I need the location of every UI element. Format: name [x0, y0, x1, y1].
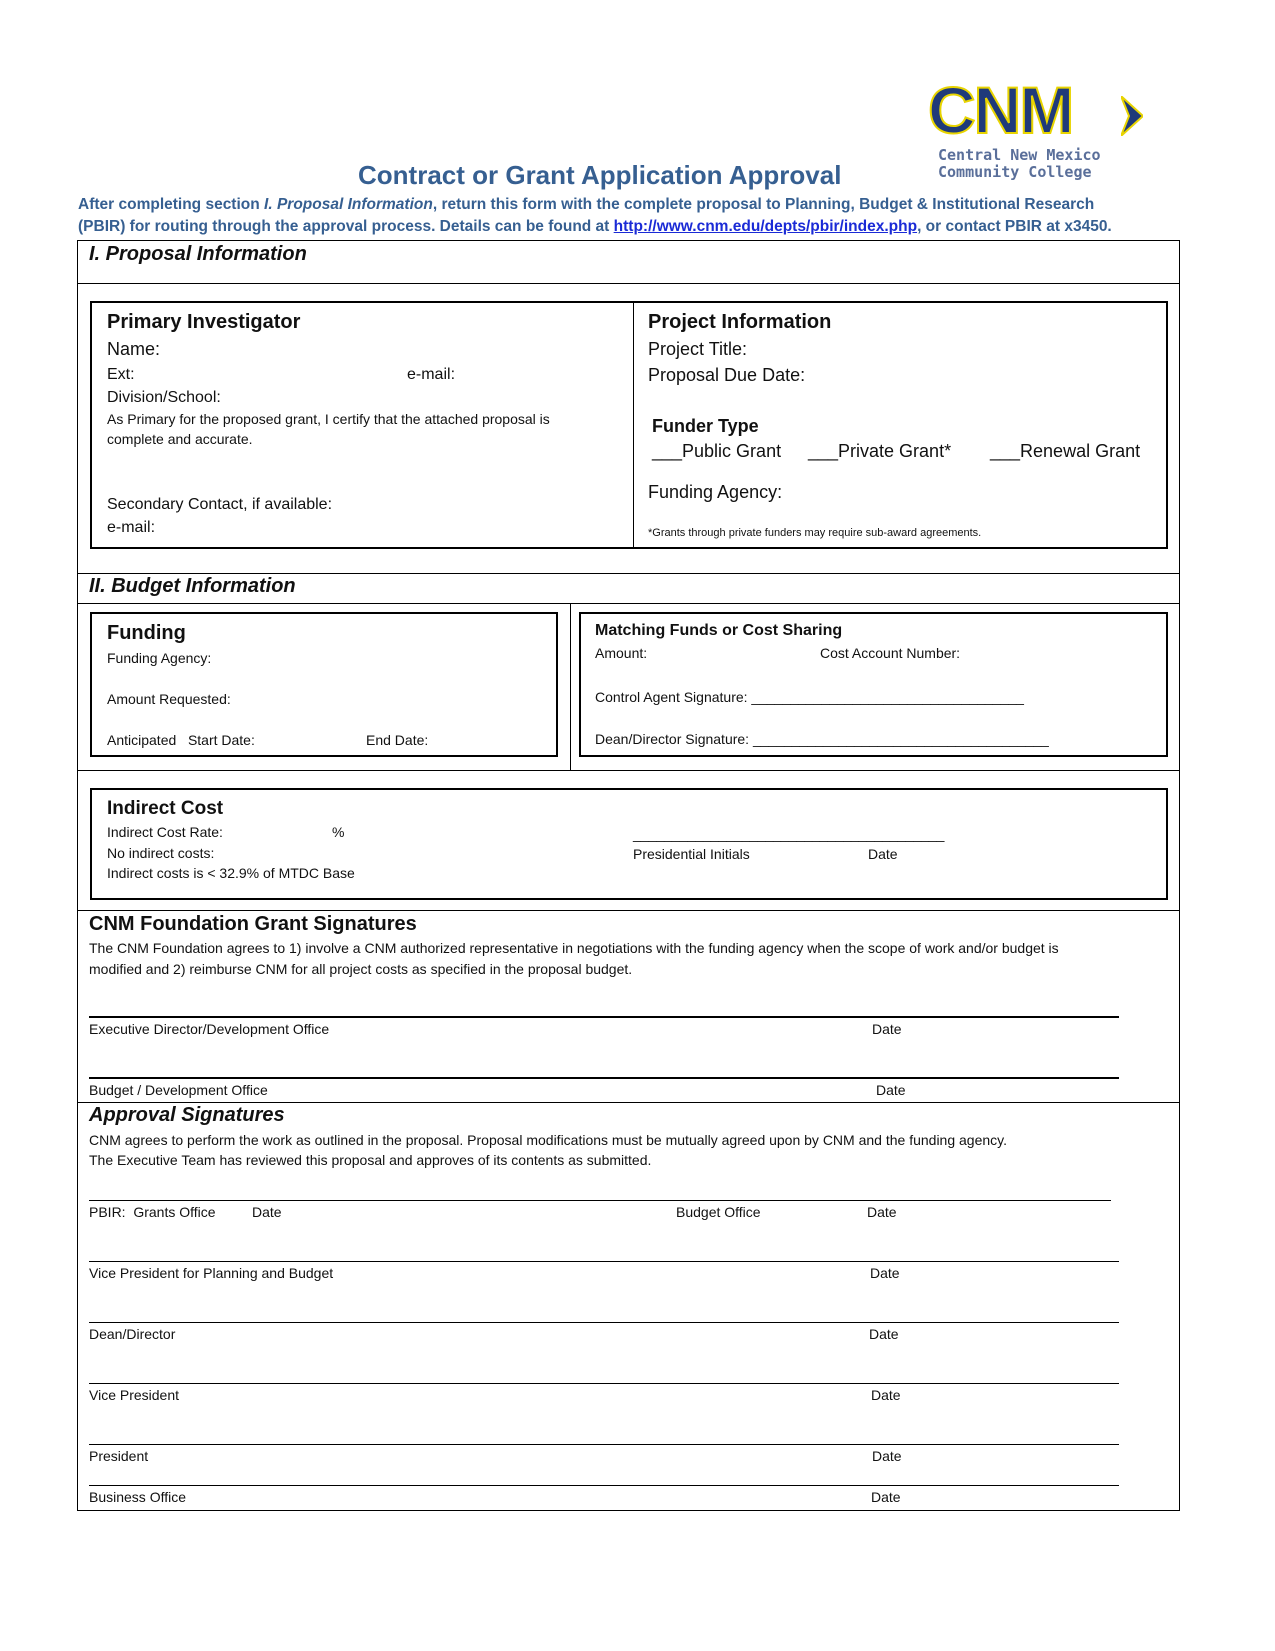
page-title: Contract or Grant Application Approval — [358, 160, 842, 190]
primary-heading: Primary Investigator — [107, 311, 301, 333]
end-date-label: End Date: — [366, 732, 429, 748]
no-indirect-label: No indirect costs: — [107, 845, 215, 861]
private-grant-option[interactable]: ___Private Grant* — [808, 441, 952, 461]
proposal-due-label: Proposal Due Date: — [648, 365, 806, 385]
project-funding-agency-label: Funding Agency: — [648, 482, 783, 502]
project-heading: Project Information — [648, 311, 832, 333]
business-office-date-label: Date — [871, 1489, 901, 1505]
approval-heading: Approval Signatures — [89, 1104, 285, 1126]
vp-planning-date-label: Date — [870, 1265, 900, 1281]
budget-dev-signature-line — [89, 1077, 1119, 1079]
vp-planning-signature-line — [89, 1261, 1119, 1262]
exec-director-date-label: Date — [872, 1021, 902, 1037]
section-2-divider — [77, 603, 1180, 604]
amount-requested-label: Amount Requested: — [107, 691, 231, 707]
funder-type-heading: Funder Type — [652, 416, 759, 436]
section-2-heading: II. Budget Information — [89, 575, 296, 597]
cost-account-label: Cost Account Number: — [820, 645, 961, 661]
primary-name-label: Name: — [107, 339, 161, 359]
indirect-less-label: Indirect costs is < 32.9% of MTDC Base — [107, 865, 355, 881]
exec-director-signature-line — [89, 1016, 1119, 1018]
foundation-heading: CNM Foundation Grant Signatures — [89, 913, 417, 935]
exec-director-label: Executive Director/Development Office — [89, 1021, 330, 1037]
intro-line2-b: , or contact PBIR at x3450. — [917, 218, 1112, 235]
presidential-signature-line: ________________________________________ — [633, 826, 945, 842]
logo-line-2: Community College — [938, 163, 1092, 181]
logo-letters: CNM — [928, 73, 1073, 147]
president-label: President — [89, 1448, 149, 1464]
start-date-label: Anticipated Start Date: — [107, 732, 255, 748]
pbir-date-label: Date — [252, 1204, 282, 1220]
intro-line-1 — [78, 196, 1094, 214]
cnm-logo — [928, 73, 1148, 182]
matching-heading: Matching Funds or Cost Sharing — [595, 622, 843, 639]
foundation-text-2: modified and 2) reimburse CNM for all project costs as specified in the proposal budget. — [89, 961, 633, 977]
renewal-grant-option[interactable]: ___Renewal Grant — [990, 441, 1141, 461]
vp-date-label: Date — [871, 1387, 901, 1403]
indirect-rate-label: Indirect Cost Rate: — [107, 824, 223, 840]
budget-dev-label: Budget / Development Office — [89, 1082, 268, 1098]
funding-agency-label: Funding Agency: — [107, 650, 212, 666]
intro-italic: I. Proposal Information — [264, 196, 433, 213]
pbir-link[interactable]: http://www.cnm.edu/depts/pbir/index.php — [613, 218, 918, 235]
pbir-grants-label: PBIR: Grants Office — [89, 1204, 216, 1220]
vp-label: Vice President — [89, 1387, 180, 1403]
secondary-contact-label: Secondary Contact, if available: — [107, 496, 333, 513]
vp-signature-line — [89, 1383, 1119, 1384]
approval-text-1: CNM agrees to perform the work as outlined in the proposal. Proposal modifications must be mutually agreed upon by CNM and the funding agency. — [89, 1132, 1008, 1148]
section-2-col-divider — [570, 603, 571, 770]
public-grant-option[interactable]: ___Public Grant — [652, 441, 782, 461]
budget-office-date-label: Date — [867, 1204, 897, 1220]
intro-part1: After completing section — [78, 196, 265, 213]
indirect-top-divider — [77, 770, 1180, 771]
presidential-initials-label: Presidential Initials — [633, 846, 750, 862]
private-funder-note: *Grants through private funders may require sub-award agreements. — [648, 527, 982, 539]
section-1-heading: I. Proposal Information — [89, 243, 307, 265]
dean-director-signature: Dean/Director Signature: ______________________________________ — [595, 731, 1049, 747]
approval-text-2: The Executive Team has reviewed this proposal and approves of its contents as submitted. — [89, 1152, 652, 1168]
section-2-top-divider — [77, 573, 1180, 574]
control-agent-signature: Control Agent Signature: ___________________________________ — [595, 689, 1024, 705]
proposal-box-divider — [633, 303, 634, 547]
primary-division-label: Division/School: — [107, 389, 221, 406]
budget-dev-date-label: Date — [876, 1082, 906, 1098]
dean-signature-line — [89, 1322, 1119, 1323]
presidential-date-label: Date — [868, 846, 898, 862]
matching-amount-label: Amount: — [595, 645, 648, 661]
logo-line-1: Central New Mexico — [938, 146, 1101, 164]
foundation-text-1: The CNM Foundation agrees to 1) involve a CNM authorized representative in negotiations with the funding agency when the scope of work and/or budget is — [89, 940, 1059, 956]
president-date-label: Date — [872, 1448, 902, 1464]
intro-line2-a: (PBIR) for routing through the approval process. Details can be found at — [78, 218, 614, 235]
section-1-divider — [77, 283, 1180, 284]
approval-divider — [77, 1102, 1180, 1103]
indirect-percent-label: % — [332, 824, 345, 840]
indirect-heading: Indirect Cost — [107, 798, 224, 819]
business-office-label: Business Office — [89, 1489, 187, 1505]
project-title-label: Project Title: — [648, 339, 748, 359]
pbir-signature-line — [89, 1200, 1111, 1201]
president-signature-line — [89, 1444, 1119, 1445]
logo-chevron-icon — [1121, 96, 1143, 136]
dean-label: Dean/Director — [89, 1326, 176, 1342]
primary-email-label: e-mail: — [407, 366, 456, 383]
vp-planning-label: Vice President for Planning and Budget — [89, 1265, 334, 1281]
intro-line-2 — [78, 218, 1112, 236]
secondary-email-label: e-mail: — [107, 519, 156, 536]
funding-heading: Funding — [107, 622, 186, 644]
primary-certify-1: As Primary for the proposed grant, I certify that the attached proposal is — [107, 411, 550, 427]
budget-office-label: Budget Office — [676, 1204, 761, 1220]
primary-certify-2: complete and accurate. — [107, 431, 253, 447]
intro-part2: , return this form with the complete proposal to Planning, Budget & Institutional Research — [432, 196, 1095, 213]
primary-ext-label: Ext: — [107, 366, 135, 383]
foundation-divider — [77, 910, 1180, 911]
indirect-box — [90, 788, 1168, 900]
business-signature-line — [89, 1485, 1119, 1486]
dean-date-label: Date — [869, 1326, 899, 1342]
